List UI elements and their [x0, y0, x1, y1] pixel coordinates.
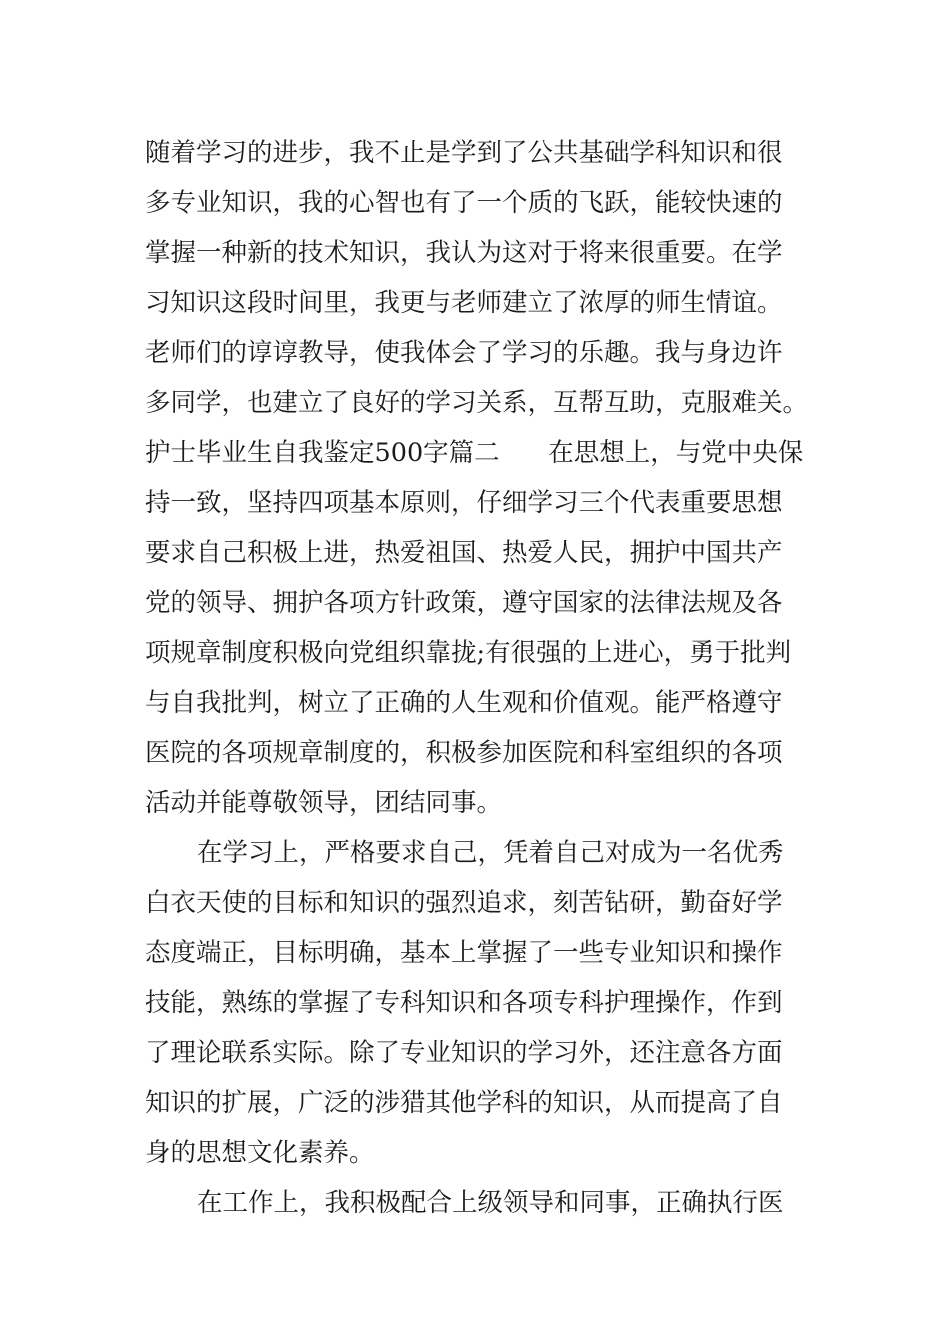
text-line: 了理论联系实际。除了专业知识的学习外，还注意各方面 [145, 1038, 783, 1068]
paragraph-start-line: 在学习上，严格要求自己，凭着自己对成为一名优秀 [197, 838, 784, 868]
text-line: 要求自己积极上进，热爱祖国、热爱人民，拥护中国共产 [145, 538, 783, 568]
section-heading-line: 护士毕业生自我鉴定500字篇二 在思想上，与党中央保 [145, 438, 804, 468]
text-line: 习知识这段时间里，我更与老师建立了浓厚的师生情谊。 [145, 288, 783, 318]
body-text [145, 128, 825, 1228]
text-line: 多同学，也建立了良好的学习关系，互帮互助，克服难关。 [145, 388, 809, 418]
text-line: 白衣天使的目标和知识的强烈追求，刻苦钻研，勤奋好学 [145, 888, 783, 918]
text-line: 知识的扩展，广泛的涉猎其他学科的知识，从而提高了自 [145, 1088, 783, 1118]
text-line: 医院的各项规章制度的，积极参加医院和科室组织的各项 [145, 738, 783, 768]
text-line: 持一致，坚持四项基本原则，仔细学习三个代表重要思想 [145, 488, 783, 518]
text-line: 与自我批判，树立了正确的人生观和价值观。能严格遵守 [145, 688, 783, 718]
text-line: 身的思想文化素养。 [145, 1138, 375, 1168]
text-line: 老师们的谆谆教导，使我体会了学习的乐趣。我与身边许 [145, 338, 783, 368]
text-line: 多专业知识，我的心智也有了一个质的飞跃，能较快速的 [145, 188, 783, 218]
text-line: 项规章制度积极向党组织靠拢;有很强的上进心，勇于批判 [145, 638, 792, 668]
text-line: 技能，熟练的掌握了专科知识和各项专科护理操作，作到 [145, 988, 783, 1018]
paragraph-start-line: 在工作上，我积极配合上级领导和同事，正确执行医 [197, 1188, 784, 1218]
text-line: 随着学习的进步，我不止是学到了公共基础学科知识和很 [145, 138, 783, 168]
text-line: 活动并能尊敬领导，团结同事。 [145, 788, 503, 818]
text-line: 党的领导、拥护各项方针政策，遵守国家的法律法规及各 [145, 588, 783, 618]
text-line: 态度端正，目标明确，基本上掌握了一些专业知识和操作 [145, 938, 783, 968]
text-line: 掌握一种新的技术知识，我认为这对于将来很重要。在学 [145, 238, 783, 268]
